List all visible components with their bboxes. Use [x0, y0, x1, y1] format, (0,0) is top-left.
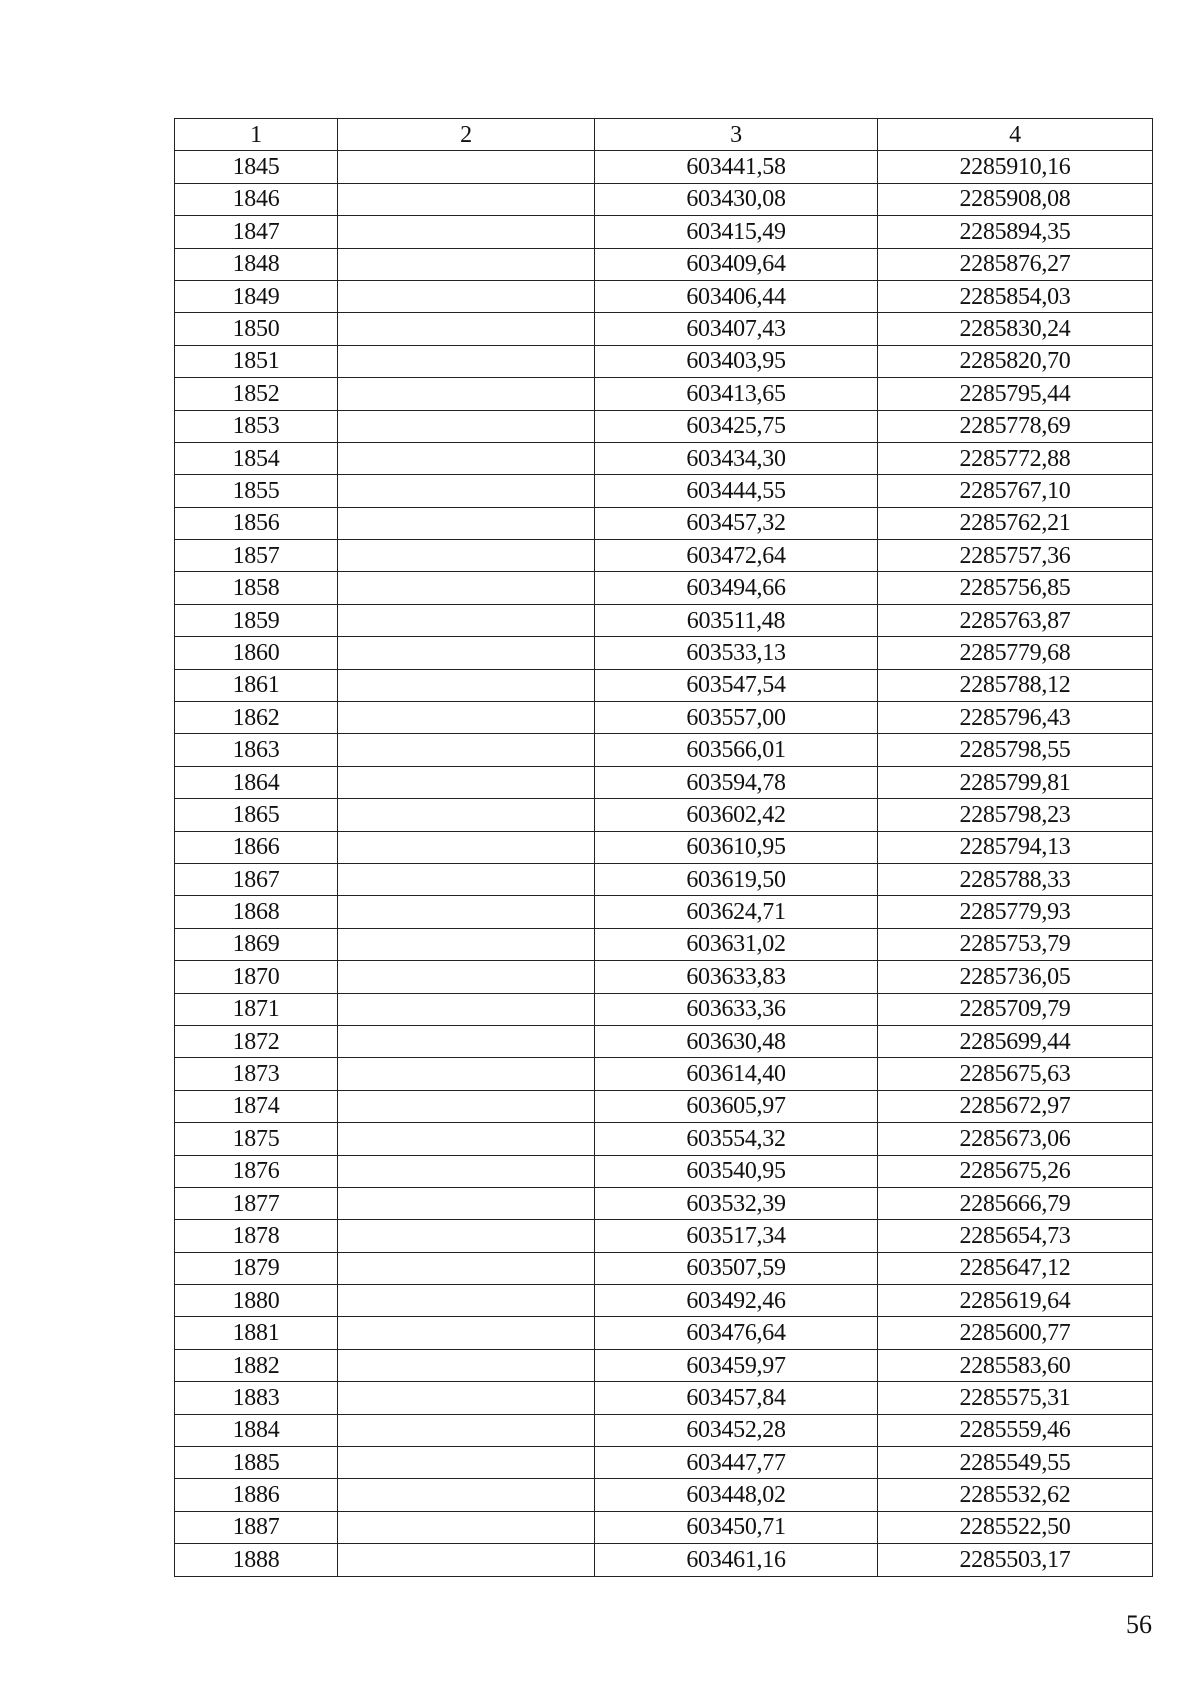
table-cell-col4: 2285666,79	[878, 1187, 1153, 1219]
table-row	[175, 1220, 1153, 1252]
table-cell-col2	[338, 928, 595, 960]
table-row	[175, 378, 1153, 410]
table-cell-col2	[338, 863, 595, 895]
table-cell-col1: 1883	[175, 1382, 338, 1414]
table-cell-col2	[338, 313, 595, 345]
table-cell-col3: 603409,64	[595, 248, 878, 280]
table-cell-col1: 1851	[175, 345, 338, 377]
table-row	[175, 442, 1153, 474]
table-cell-col2	[338, 1317, 595, 1349]
table-cell-col3: 603633,36	[595, 993, 878, 1025]
table-row	[175, 280, 1153, 312]
table-cell-col2	[338, 993, 595, 1025]
table-cell-col3: 603472,64	[595, 540, 878, 572]
table-cell-col1: 1885	[175, 1447, 338, 1479]
table-cell-col2	[338, 1252, 595, 1284]
table-row	[175, 1025, 1153, 1057]
table-cell-col3: 603547,54	[595, 669, 878, 701]
table-row	[175, 637, 1153, 669]
table-cell-col4: 2285709,79	[878, 993, 1153, 1025]
table-cell-col2	[338, 345, 595, 377]
table-cell-col4: 2285756,85	[878, 572, 1153, 604]
table-cell-col2	[338, 1090, 595, 1122]
table-cell-col4: 2285583,60	[878, 1349, 1153, 1381]
table-cell-col4: 2285675,26	[878, 1155, 1153, 1187]
table-cell-col1: 1870	[175, 961, 338, 993]
table-cell-col4: 2285799,81	[878, 766, 1153, 798]
table-row	[175, 1317, 1153, 1349]
table-cell-col1: 1853	[175, 410, 338, 442]
table-cell-col1: 1888	[175, 1544, 338, 1576]
coordinates-table	[174, 118, 1153, 1577]
table-cell-col3: 603605,97	[595, 1090, 878, 1122]
table-cell-col1: 1887	[175, 1511, 338, 1543]
table-cell-col2	[338, 637, 595, 669]
table-cell-col3: 603407,43	[595, 313, 878, 345]
table-cell-col1: 1850	[175, 313, 338, 345]
table-cell-col2	[338, 442, 595, 474]
table-cell-col3: 603461,16	[595, 1544, 878, 1576]
table-cell-col1: 1845	[175, 151, 338, 183]
table-cell-col3: 603619,50	[595, 863, 878, 895]
table-cell-col1: 1852	[175, 378, 338, 410]
table-cell-col2	[338, 1479, 595, 1511]
table-cell-col3: 603507,59	[595, 1252, 878, 1284]
table-cell-col2	[338, 378, 595, 410]
table-cell-col2	[338, 540, 595, 572]
table-cell-col2	[338, 1058, 595, 1090]
table-cell-col3: 603457,32	[595, 507, 878, 539]
table-cell-col3: 603457,84	[595, 1382, 878, 1414]
table-cell-col3: 603450,71	[595, 1511, 878, 1543]
table-cell-col3: 603594,78	[595, 766, 878, 798]
table-header-row	[175, 119, 1153, 151]
table-cell-col3: 603447,77	[595, 1447, 878, 1479]
table-cell-col4: 2285779,68	[878, 637, 1153, 669]
table-cell-col4: 2285779,93	[878, 896, 1153, 928]
table-cell-col4: 2285549,55	[878, 1447, 1153, 1479]
table-cell-col3: 603533,13	[595, 637, 878, 669]
table-cell-col4: 2285757,36	[878, 540, 1153, 572]
table-cell-col4: 2285503,17	[878, 1544, 1153, 1576]
table-cell-col3: 603476,64	[595, 1317, 878, 1349]
table-cell-col4: 2285762,21	[878, 507, 1153, 539]
table-cell-col3: 603557,00	[595, 702, 878, 734]
table-cell-col3: 603602,42	[595, 799, 878, 831]
table-cell-col4: 2285772,88	[878, 442, 1153, 474]
table-cell-col2	[338, 961, 595, 993]
column-header-3: 3	[595, 119, 878, 151]
table-cell-col2	[338, 1220, 595, 1252]
table-row	[175, 151, 1153, 183]
table-cell-col3: 603630,48	[595, 1025, 878, 1057]
table-row	[175, 540, 1153, 572]
table-cell-col3: 603631,02	[595, 928, 878, 960]
table-row	[175, 669, 1153, 701]
table-cell-col2	[338, 1285, 595, 1317]
table-cell-col3: 603430,08	[595, 183, 878, 215]
table-cell-col3: 603633,83	[595, 961, 878, 993]
table-cell-col3: 603452,28	[595, 1414, 878, 1446]
table-cell-col1: 1856	[175, 507, 338, 539]
table-cell-col3: 603406,44	[595, 280, 878, 312]
table-cell-col3: 603425,75	[595, 410, 878, 442]
table-cell-col3: 603434,30	[595, 442, 878, 474]
table-row	[175, 734, 1153, 766]
table-cell-col1: 1873	[175, 1058, 338, 1090]
table-cell-col4: 2285600,77	[878, 1317, 1153, 1349]
column-header-4: 4	[878, 119, 1153, 151]
table-cell-col1: 1848	[175, 248, 338, 280]
table-cell-col1: 1872	[175, 1025, 338, 1057]
table-row	[175, 1187, 1153, 1219]
table-row	[175, 896, 1153, 928]
table-cell-col1: 1874	[175, 1090, 338, 1122]
table-cell-col4: 2285532,62	[878, 1479, 1153, 1511]
table-row	[175, 248, 1153, 280]
table-cell-col2	[338, 896, 595, 928]
table-cell-col1: 1860	[175, 637, 338, 669]
table-row	[175, 961, 1153, 993]
table-row	[175, 183, 1153, 215]
table-cell-col4: 2285876,27	[878, 248, 1153, 280]
table-cell-col1: 1882	[175, 1349, 338, 1381]
table-cell-col3: 603448,02	[595, 1479, 878, 1511]
table-cell-col1: 1863	[175, 734, 338, 766]
table-cell-col4: 2285619,64	[878, 1285, 1153, 1317]
table-cell-col3: 603459,97	[595, 1349, 878, 1381]
table-row	[175, 345, 1153, 377]
table-cell-col1: 1886	[175, 1479, 338, 1511]
table-cell-col4: 2285798,23	[878, 799, 1153, 831]
table-cell-col3: 603610,95	[595, 831, 878, 863]
table-row	[175, 1349, 1153, 1381]
column-header-1: 1	[175, 119, 338, 151]
table-cell-col3: 603511,48	[595, 604, 878, 636]
table-cell-col4: 2285767,10	[878, 475, 1153, 507]
table-cell-col2	[338, 507, 595, 539]
table-row	[175, 1479, 1153, 1511]
table-cell-col1: 1865	[175, 799, 338, 831]
table-cell-col3: 603624,71	[595, 896, 878, 928]
table-cell-col2	[338, 799, 595, 831]
table-cell-col4: 2285788,33	[878, 863, 1153, 895]
table-row	[175, 604, 1153, 636]
table-row	[175, 1058, 1153, 1090]
table-row	[175, 702, 1153, 734]
table-row	[175, 1155, 1153, 1187]
column-header-2: 2	[338, 119, 595, 151]
table-cell-col2	[338, 475, 595, 507]
table-row	[175, 313, 1153, 345]
table-cell-col1: 1857	[175, 540, 338, 572]
table-cell-col1: 1880	[175, 1285, 338, 1317]
table-cell-col4: 2285654,73	[878, 1220, 1153, 1252]
table-cell-col3: 603494,66	[595, 572, 878, 604]
table-cell-col4: 2285798,55	[878, 734, 1153, 766]
table-row	[175, 1090, 1153, 1122]
table-cell-col1: 1869	[175, 928, 338, 960]
table-cell-col4: 2285559,46	[878, 1414, 1153, 1446]
table-cell-col4: 2285753,79	[878, 928, 1153, 960]
table-cell-col1: 1884	[175, 1414, 338, 1446]
table-cell-col1: 1877	[175, 1187, 338, 1219]
table-row	[175, 475, 1153, 507]
table-cell-col4: 2285908,08	[878, 183, 1153, 215]
table-cell-col1: 1868	[175, 896, 338, 928]
table-cell-col4: 2285788,12	[878, 669, 1153, 701]
table-cell-col2	[338, 183, 595, 215]
table-cell-col3: 603540,95	[595, 1155, 878, 1187]
table-cell-col4: 2285794,13	[878, 831, 1153, 863]
table-cell-col2	[338, 1382, 595, 1414]
table-cell-col3: 603614,40	[595, 1058, 878, 1090]
table-cell-col1: 1871	[175, 993, 338, 1025]
table-cell-col2	[338, 1349, 595, 1381]
table-cell-col1: 1864	[175, 766, 338, 798]
table-cell-col2	[338, 1511, 595, 1543]
table-cell-col1: 1867	[175, 863, 338, 895]
table-cell-col2	[338, 831, 595, 863]
table-row	[175, 993, 1153, 1025]
table-cell-col1: 1879	[175, 1252, 338, 1284]
table-cell-col2	[338, 604, 595, 636]
table-cell-col2	[338, 248, 595, 280]
table-cell-col2	[338, 280, 595, 312]
table-cell-col2	[338, 1123, 595, 1155]
table-cell-col2	[338, 669, 595, 701]
table-cell-col4: 2285699,44	[878, 1025, 1153, 1057]
table-row	[175, 928, 1153, 960]
table-cell-col2	[338, 1414, 595, 1446]
table-cell-col4: 2285894,35	[878, 216, 1153, 248]
table-cell-col3: 603492,46	[595, 1285, 878, 1317]
table-cell-col3: 603415,49	[595, 216, 878, 248]
table-cell-col1: 1881	[175, 1317, 338, 1349]
table-row	[175, 1252, 1153, 1284]
table-cell-col4: 2285673,06	[878, 1123, 1153, 1155]
table-row	[175, 410, 1153, 442]
table-cell-col1: 1855	[175, 475, 338, 507]
table-cell-col2	[338, 1544, 595, 1576]
table-cell-col2	[338, 216, 595, 248]
table-cell-col2	[338, 572, 595, 604]
table-cell-col1: 1849	[175, 280, 338, 312]
table-cell-col1: 1861	[175, 669, 338, 701]
table-cell-col1: 1878	[175, 1220, 338, 1252]
table-row	[175, 1511, 1153, 1543]
table-row	[175, 1447, 1153, 1479]
table-cell-col3: 603403,95	[595, 345, 878, 377]
table-cell-col2	[338, 1187, 595, 1219]
table-row	[175, 799, 1153, 831]
table-cell-col1: 1846	[175, 183, 338, 215]
table-cell-col2	[338, 734, 595, 766]
table-cell-col4: 2285795,44	[878, 378, 1153, 410]
table-cell-col4: 2285778,69	[878, 410, 1153, 442]
table-cell-col1: 1859	[175, 604, 338, 636]
table-cell-col2	[338, 151, 595, 183]
table-cell-col3: 603444,55	[595, 475, 878, 507]
table-cell-col1: 1876	[175, 1155, 338, 1187]
table-cell-col2	[338, 702, 595, 734]
table-cell-col2	[338, 1155, 595, 1187]
table-row	[175, 507, 1153, 539]
table-cell-col3: 603517,34	[595, 1220, 878, 1252]
table-row	[175, 831, 1153, 863]
table-cell-col1: 1854	[175, 442, 338, 474]
table-cell-col2	[338, 410, 595, 442]
table-cell-col1: 1866	[175, 831, 338, 863]
table-cell-col4: 2285854,03	[878, 280, 1153, 312]
table-cell-col2	[338, 766, 595, 798]
page-number: 56	[1126, 1610, 1152, 1639]
table-cell-col2	[338, 1025, 595, 1057]
table-cell-col1: 1858	[175, 572, 338, 604]
table-cell-col4: 2285763,87	[878, 604, 1153, 636]
table-cell-col3: 603554,32	[595, 1123, 878, 1155]
table-row	[175, 766, 1153, 798]
table-cell-col3: 603413,65	[595, 378, 878, 410]
table-row	[175, 1285, 1153, 1317]
table-row	[175, 572, 1153, 604]
table-row	[175, 1544, 1153, 1576]
table-cell-col4: 2285675,63	[878, 1058, 1153, 1090]
table-cell-col4: 2285820,70	[878, 345, 1153, 377]
table-cell-col4: 2285830,24	[878, 313, 1153, 345]
table-row	[175, 216, 1153, 248]
table-cell-col3: 603441,58	[595, 151, 878, 183]
table-cell-col4: 2285910,16	[878, 151, 1153, 183]
table-cell-col4: 2285736,05	[878, 961, 1153, 993]
table-cell-col1: 1862	[175, 702, 338, 734]
table-row	[175, 1382, 1153, 1414]
table-cell-col4: 2285796,43	[878, 702, 1153, 734]
table-cell-col4: 2285575,31	[878, 1382, 1153, 1414]
table-row	[175, 863, 1153, 895]
table-cell-col2	[338, 1447, 595, 1479]
table-cell-col3: 603566,01	[595, 734, 878, 766]
table-body	[175, 151, 1153, 1576]
table-cell-col4: 2285672,97	[878, 1090, 1153, 1122]
table-cell-col4: 2285647,12	[878, 1252, 1153, 1284]
table-row	[175, 1414, 1153, 1446]
table-cell-col1: 1875	[175, 1123, 338, 1155]
table-row	[175, 1123, 1153, 1155]
table-cell-col4: 2285522,50	[878, 1511, 1153, 1543]
table-cell-col3: 603532,39	[595, 1187, 878, 1219]
table-cell-col1: 1847	[175, 216, 338, 248]
